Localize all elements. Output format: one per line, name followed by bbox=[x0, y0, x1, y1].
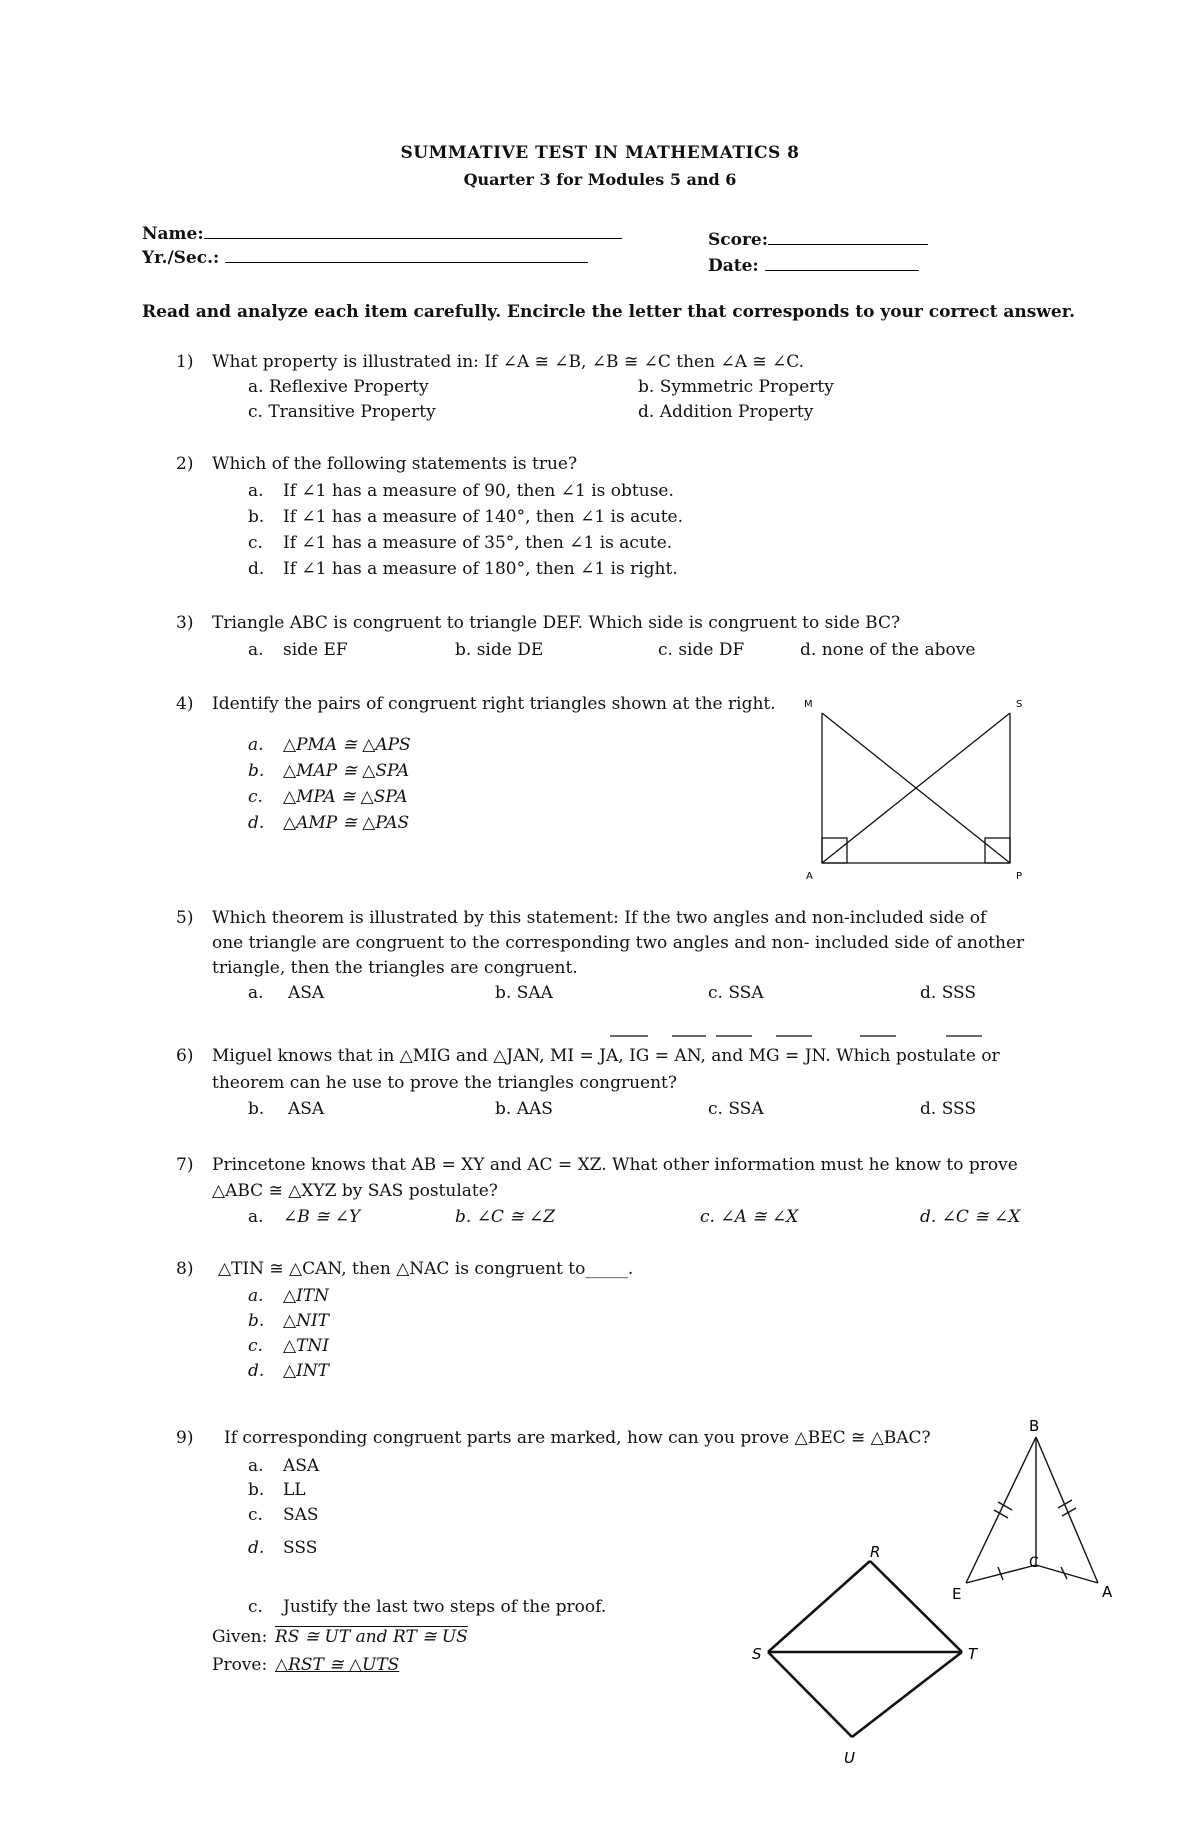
q4-option-d[interactable]: △AMP ≅ △PAS bbox=[283, 813, 410, 833]
q8-stem: △TIN ≅ △CAN, then △NAC is congruent to_____. bbox=[218, 1259, 634, 1279]
q6-line-1: Miguel knows that in △MIG and △JAN, MI = JA, IG = AN, and MG = JN. Which postulate or bbox=[212, 1046, 1000, 1066]
q1-stem: What property is illustrated in: If ∠A ≅ ∠B, ∠B ≅ ∠C then ∠A ≅ ∠C. bbox=[212, 352, 805, 372]
q2-letter-a: a. bbox=[248, 481, 264, 501]
date-label: Date: bbox=[708, 256, 759, 276]
proof-figure-quadrilateral bbox=[740, 1535, 980, 1775]
proof-label-u: U bbox=[844, 1749, 855, 1767]
proof-label-r: R bbox=[870, 1543, 881, 1561]
q4-stem: Identify the pairs of congruent right triangles shown at the right. bbox=[212, 694, 776, 714]
test-subtitle: Quarter 3 for Modules 5 and 6 bbox=[463, 170, 737, 189]
q8-letter-d: d. bbox=[248, 1361, 265, 1381]
q3-option-c[interactable]: c. side DF bbox=[658, 640, 745, 660]
q3-letter-a: a. bbox=[248, 640, 264, 660]
proof-prove-label: Prove: bbox=[212, 1655, 268, 1675]
yrsec-field[interactable] bbox=[142, 246, 588, 268]
q1-option-b[interactable]: b. Symmetric Property bbox=[638, 377, 834, 397]
q4-option-c[interactable]: △MPA ≅ △SPA bbox=[283, 787, 408, 807]
proof-given-label: Given: bbox=[212, 1627, 268, 1647]
date-line[interactable] bbox=[765, 254, 919, 271]
q6-option-b[interactable]: b. AAS bbox=[495, 1099, 553, 1119]
q9-label-c: C bbox=[1029, 1555, 1039, 1571]
q9-number: 9) bbox=[176, 1428, 194, 1448]
q2-option-b[interactable]: If ∠1 has a measure of 140°, then ∠1 is acute. bbox=[283, 507, 684, 527]
q9-letter-a: a. bbox=[248, 1456, 264, 1476]
yrsec-line[interactable] bbox=[225, 246, 588, 263]
proof-instruction: Justify the last two steps of the proof. bbox=[283, 1597, 607, 1617]
q4-label-m: M bbox=[804, 699, 813, 710]
yrsec-label: Yr./Sec.: bbox=[142, 248, 220, 268]
q9-stem: If corresponding congruent parts are marked, how can you prove △BEC ≅ △BAC? bbox=[224, 1428, 931, 1448]
q2-number: 2) bbox=[176, 454, 194, 474]
q9-letter-b: b. bbox=[248, 1480, 265, 1500]
q8-option-b[interactable]: △NIT bbox=[283, 1311, 330, 1331]
q1-option-c[interactable]: c. Transitive Property bbox=[248, 402, 436, 422]
proof-prove: △RST ≅ △UTS bbox=[275, 1655, 400, 1675]
q4-label-s: S bbox=[1016, 699, 1023, 710]
q2-option-a[interactable]: If ∠1 has a measure of 90, then ∠1 is obtuse. bbox=[283, 481, 674, 501]
instructions: Read and analyze each item carefully. Encircle the letter that corresponds to your correct answer. bbox=[142, 302, 1076, 322]
q9-option-a[interactable]: ASA bbox=[283, 1456, 320, 1476]
q2-option-c[interactable]: If ∠1 has a measure of 35°, then ∠1 is acute. bbox=[283, 533, 673, 553]
q8-option-d[interactable]: △INT bbox=[283, 1361, 330, 1381]
q4-figure-triangles bbox=[800, 695, 1030, 885]
q2-letter-d: d. bbox=[248, 559, 265, 579]
q1-option-d[interactable]: d. Addition Property bbox=[638, 402, 814, 422]
q8-letter-b: b. bbox=[248, 1311, 265, 1331]
q8-number: 8) bbox=[176, 1259, 194, 1279]
q3-stem: Triangle ABC is congruent to triangle DEF. Which side is congruent to side BC? bbox=[212, 613, 901, 633]
q9-option-c[interactable]: SAS bbox=[283, 1505, 319, 1525]
test-title: SUMMATIVE TEST IN MATHEMATICS 8 bbox=[400, 143, 800, 163]
q7-letter-a: a. bbox=[248, 1207, 264, 1227]
q5-line-3: triangle, then the triangles are congruent. bbox=[212, 958, 578, 978]
q4-number: 4) bbox=[176, 694, 194, 714]
q4-label-p: P bbox=[1016, 871, 1023, 882]
q4-option-a[interactable]: △PMA ≅ △APS bbox=[283, 735, 411, 755]
score-line[interactable] bbox=[768, 228, 928, 245]
q8-option-a[interactable]: △ITN bbox=[283, 1286, 330, 1306]
q3-number: 3) bbox=[176, 613, 194, 633]
q5-option-c[interactable]: c. SSA bbox=[708, 983, 764, 1003]
q6-segment-bars bbox=[610, 1033, 990, 1039]
q6-letter-a: b. bbox=[248, 1099, 265, 1119]
q2-stem: Which of the following statements is true? bbox=[212, 454, 578, 474]
q4-letter-b: b. bbox=[248, 761, 265, 781]
q4-letter-d: d. bbox=[248, 813, 265, 833]
q4-option-b[interactable]: △MAP ≅ △SPA bbox=[283, 761, 410, 781]
q7-line-2: △ABC ≅ △XYZ by SAS postulate? bbox=[212, 1181, 498, 1201]
proof-label-t: T bbox=[968, 1645, 978, 1663]
q9-letter-c: c. bbox=[248, 1505, 263, 1525]
q2-option-d[interactable]: If ∠1 has a measure of 180°, then ∠1 is right. bbox=[283, 559, 678, 579]
q5-option-b[interactable]: b. SAA bbox=[495, 983, 553, 1003]
q5-number: 5) bbox=[176, 908, 194, 928]
q7-option-c[interactable]: c. ∠A ≅ ∠X bbox=[700, 1207, 799, 1227]
q2-letter-b: b. bbox=[248, 507, 265, 527]
q9-option-b[interactable]: LL bbox=[283, 1480, 306, 1500]
score-label: Score: bbox=[708, 230, 769, 250]
q7-line-1: Princetone knows that AB = XY and AC = XZ. What other information must he know to prove bbox=[212, 1155, 1018, 1175]
q3-option-d[interactable]: d. none of the above bbox=[800, 640, 976, 660]
q7-option-b[interactable]: b. ∠C ≅ ∠Z bbox=[455, 1207, 556, 1227]
q6-option-d[interactable]: d. SSS bbox=[920, 1099, 977, 1119]
q3-option-a[interactable]: side EF bbox=[283, 640, 348, 660]
q1-option-a[interactable]: a. Reflexive Property bbox=[248, 377, 429, 397]
q9-label-e: E bbox=[952, 1585, 962, 1603]
q6-line-2: theorem can he use to prove the triangles congruent? bbox=[212, 1073, 677, 1093]
q5-line-2: one triangle are congruent to the corresponding two angles and non- included side of another bbox=[212, 933, 1025, 953]
score-field[interactable] bbox=[708, 228, 928, 250]
q6-option-c[interactable]: c. SSA bbox=[708, 1099, 764, 1119]
q8-letter-a: a. bbox=[248, 1286, 264, 1306]
q5-letter-a: a. bbox=[248, 983, 264, 1003]
name-line[interactable] bbox=[204, 222, 622, 239]
q7-number: 7) bbox=[176, 1155, 194, 1175]
q6-number: 6) bbox=[176, 1046, 194, 1066]
q8-option-c[interactable]: △TNI bbox=[283, 1336, 330, 1356]
q4-letter-c: c. bbox=[248, 787, 263, 807]
q7-option-a[interactable]: ∠B ≅ ∠Y bbox=[283, 1207, 361, 1227]
q4-letter-a: a. bbox=[248, 735, 264, 755]
q9-letter-d: d. bbox=[248, 1538, 265, 1558]
q2-letter-c: c. bbox=[248, 533, 263, 553]
q9-label-a: A bbox=[1102, 1583, 1113, 1601]
q5-option-d[interactable]: d. SSS bbox=[920, 983, 977, 1003]
proof-letter: c. bbox=[248, 1597, 263, 1617]
q5-line-1: Which theorem is illustrated by this statement: If the two angles and non-included side of bbox=[212, 908, 987, 928]
date-field[interactable] bbox=[708, 254, 919, 276]
name-field[interactable] bbox=[142, 222, 622, 244]
q6-option-a[interactable]: ASA bbox=[288, 1099, 325, 1119]
q7-option-d[interactable]: d. ∠C ≅ ∠X bbox=[920, 1207, 1021, 1227]
proof-label-s: S bbox=[752, 1645, 762, 1663]
q1-number: 1) bbox=[176, 352, 194, 372]
name-label: Name: bbox=[142, 224, 204, 244]
q8-letter-c: c. bbox=[248, 1336, 263, 1356]
q9-option-d[interactable]: SSS bbox=[283, 1538, 318, 1558]
q3-option-b[interactable]: b. side DE bbox=[455, 640, 544, 660]
proof-given: RS ≅ UT and RT ≅ US bbox=[275, 1627, 468, 1647]
q4-label-a: A bbox=[806, 871, 813, 882]
q9-label-b: B bbox=[1029, 1417, 1040, 1435]
q5-option-a[interactable]: ASA bbox=[288, 983, 325, 1003]
